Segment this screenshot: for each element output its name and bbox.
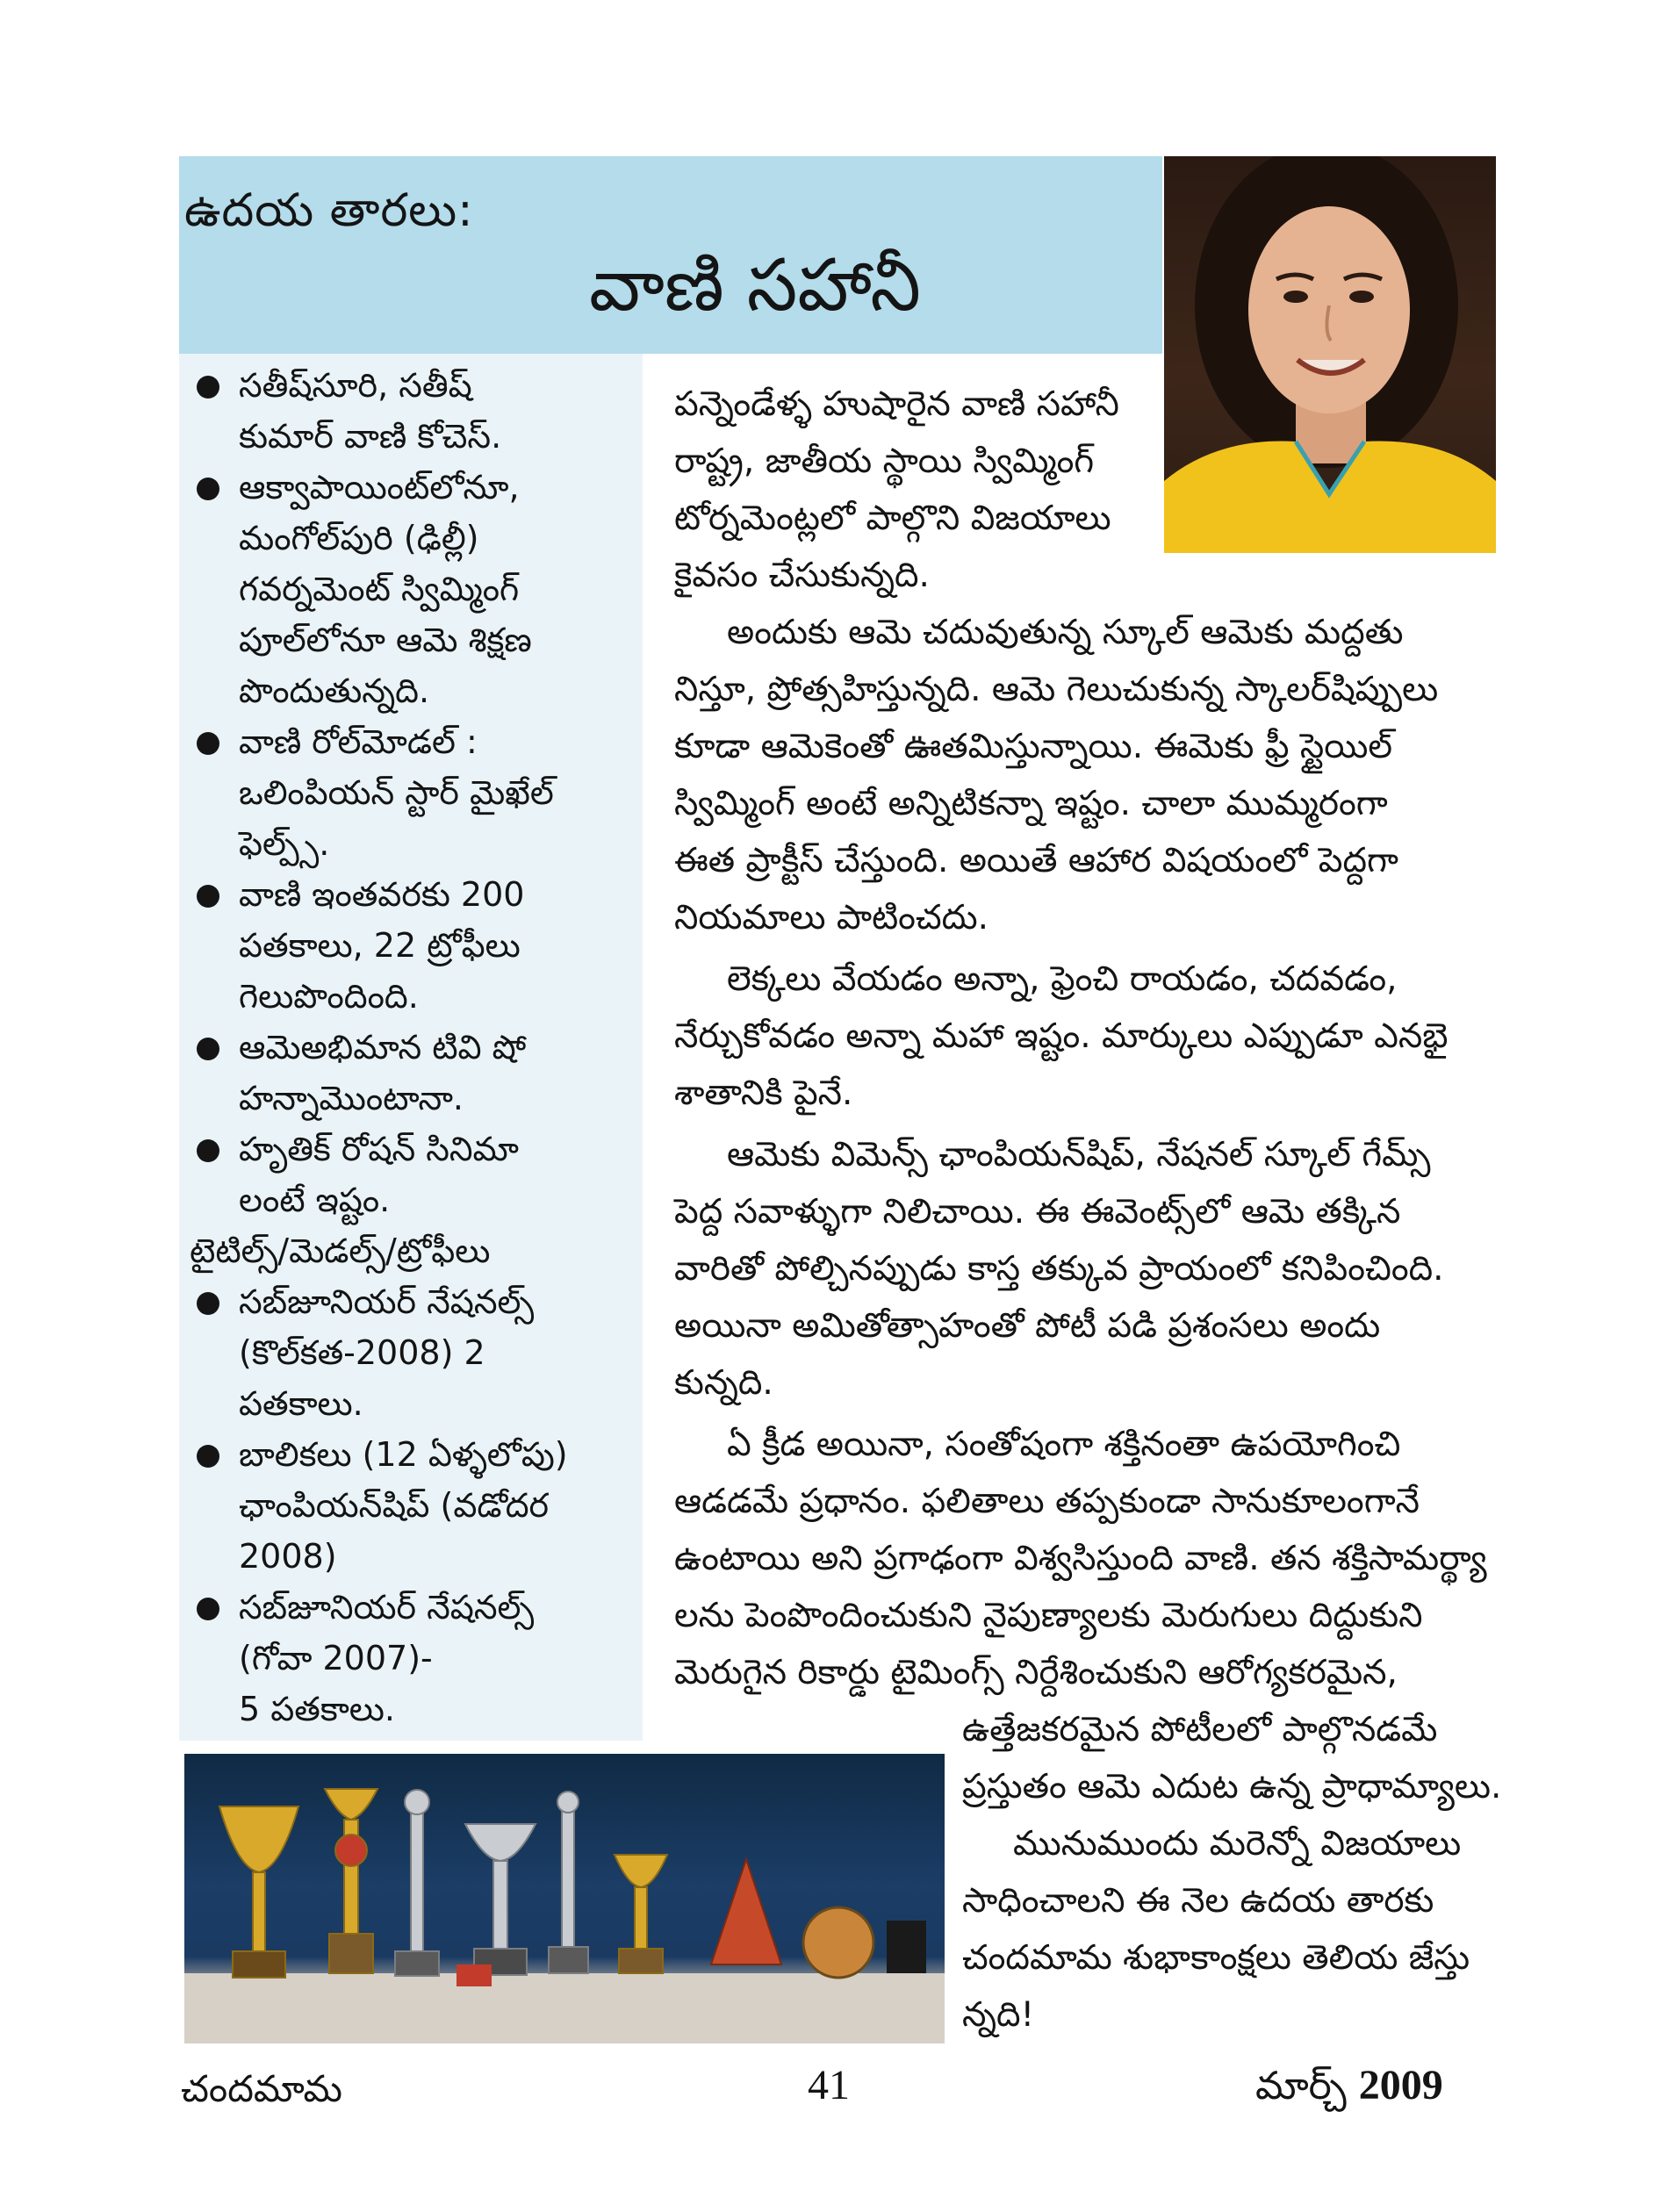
page-number: 41 xyxy=(808,2062,850,2108)
list-item-text: సబ్‌జూనియర్ నేషనల్స్ xyxy=(239,1588,535,1627)
article-line: లెక్కలు వేయడం అన్నా, ఫ్రెంచి రాయడం, చదవడం, xyxy=(727,959,1398,999)
bullet-icon xyxy=(197,732,219,755)
bullet-icon xyxy=(197,1292,219,1315)
sidebar-facts xyxy=(190,360,632,1734)
list-item xyxy=(193,1276,632,1429)
article-line: వారితో పోల్చినప్పుడు కాస్త తక్కువ ప్రాయంలో కనిపించింది. xyxy=(674,1249,1444,1289)
article-line: స్విమ్మింగ్ అంటే అన్నిటికన్నా ఇష్టం. చాలా ముమ్మరంగా xyxy=(674,784,1388,823)
list-item-text: గవర్నమెంట్ స్విమ్మింగ్ xyxy=(239,570,520,608)
bullet-icon xyxy=(197,885,219,908)
list-item-text: (కొల్‌కత-2008) 2 xyxy=(239,1333,485,1372)
article-line: ఆమెకు విమెన్స్ ఛాంపియన్‌షిప్, నేషనల్ స్కూల్ గేమ్స్ xyxy=(727,1135,1431,1174)
list-item-text: గెలుపొందింది. xyxy=(239,977,419,1016)
list-item-text: 5 పతకాలు. xyxy=(239,1690,395,1728)
article-line: ప్రస్తుతం ఆమె ఎదుట ఉన్న ప్రాధామ్యాలు. xyxy=(962,1767,1502,1806)
article-line: మునుముందు మరెన్నో విజయాలు xyxy=(1013,1824,1462,1864)
list-item-text: పతకాలు, 22 ట్రోఫీలు xyxy=(239,926,521,965)
portrait-illustration xyxy=(1164,156,1496,553)
list-item-text: కుమార్ వాణి కోచెస్. xyxy=(239,417,502,456)
list-item-text: ఛాంపియన్‌షిప్ (వడోదర xyxy=(239,1486,550,1525)
portrait-photo xyxy=(1164,156,1496,553)
list-item-text: పూల్‌లోనూ ఆమె శిక్షణ xyxy=(239,621,532,659)
titles-heading: టైటిల్స్/మెడల్స్/ట్రోఫీలు xyxy=(190,1232,491,1270)
article-line: ఆడడమే ప్రధానం. ఫలితాలు తప్పకుండా సానుకూలంగానే xyxy=(674,1482,1420,1521)
article-line: టోర్నమెంట్లలో పాల్గొని విజయాలు xyxy=(674,499,1111,538)
trophies-photo xyxy=(184,1754,945,2043)
article-line: చందమామ శుభాకాంక్షలు తెలియ జేస్తు xyxy=(962,1938,1470,1978)
bullet-icon xyxy=(197,1139,219,1162)
list-item-text: ఆక్వాపాయింట్‌లోనూ, xyxy=(239,468,520,506)
article-line: కూడా ఆమెకెంతో ఊతమిస్తున్నాయి. ఈమెకు ఫ్రీ స్టైయిల్ xyxy=(674,727,1393,766)
list-item-text: వాణి ఇంతవరకు 200 xyxy=(239,875,525,914)
article-line: ఉంటాయి అని ప్రగాఢంగా విశ్వసిస్తుంది వాణి. తన శక్తిసామర్థ్యా xyxy=(674,1539,1487,1578)
article-line: నేర్చుకోవడం అన్నా మహా ఇష్టం. మార్కులు ఎప్పుడూ ఎనభై xyxy=(674,1016,1449,1056)
article-line: రాష్ట్ర, జాతీయ స్థాయి స్విమ్మింగ్ xyxy=(674,442,1095,481)
list-item-text: సతీష్‌సూరి, సతీష్ xyxy=(239,366,472,405)
article-line: పన్నెండేళ్ళ హుషారైన వాణి సహానీ xyxy=(674,384,1119,424)
list-item xyxy=(193,1124,632,1225)
section-label: ఉదయ తారలు: xyxy=(184,184,474,237)
bullet-icon xyxy=(197,376,219,399)
list-item-text: ఫెల్ప్స్. xyxy=(239,824,330,863)
magazine-name: చందమామ xyxy=(181,2067,342,2110)
list-item-text: ఒలింపియన్ స్టార్ మైఖేల్ xyxy=(239,773,554,812)
list-item-text: (గోవా 2007)- xyxy=(239,1639,433,1677)
article-line: ఈత ప్రాక్టీస్ చేస్తుంది. అయితే ఆహార విషయంలో పెద్దగా xyxy=(674,841,1398,880)
list-item-text: ఆమెఅభిమాన టివి షో xyxy=(239,1028,527,1066)
issue-year: 2009 xyxy=(1358,2062,1443,2108)
list-item-text: 2008) xyxy=(239,1537,337,1576)
list-item-text: బాలికలు (12 ఏళ్ళలోపు) xyxy=(239,1435,568,1474)
list-item xyxy=(193,716,632,869)
list-item xyxy=(193,1429,632,1582)
article-line: న్నది! xyxy=(962,1995,1035,2035)
issue-date xyxy=(1255,2059,1443,2113)
list-item-text: హృతిక్ రోషన్ సినిమా xyxy=(239,1130,519,1168)
article-line: కైవసం చేసుకున్నది. xyxy=(674,556,930,595)
bullet-icon xyxy=(197,478,219,500)
list-item-text: హన్నామొంటానా. xyxy=(239,1079,464,1117)
issue-month: మార్చ్ xyxy=(1255,2064,1347,2108)
article-line: శాతానికి పైనే. xyxy=(674,1074,853,1113)
article-line: కున్నది. xyxy=(674,1363,773,1403)
trophies-illustration xyxy=(184,1754,945,2043)
article-line: పెద్ద సవాళ్ళుగా నిలిచాయి. ఈ ఈవెంట్స్‌లో ఆమె తక్కిన xyxy=(674,1192,1401,1232)
bullet-icon xyxy=(197,1038,219,1060)
list-item-text: పతకాలు. xyxy=(239,1384,363,1423)
list-item-text: లంటే ఇష్టం. xyxy=(239,1181,391,1219)
list-item-text: సబ్‌జూనియర్ నేషనల్స్ xyxy=(239,1282,535,1321)
list-item xyxy=(193,1022,632,1124)
list-item xyxy=(193,1582,632,1734)
article-line: సాధించాలని ఈ నెల ఉదయ తారకు xyxy=(962,1881,1434,1921)
article-line: మెరుగైన రికార్డు టైమింగ్స్ నిర్దేశించుకుని ఆరోగ్యకరమైన, xyxy=(674,1653,1398,1692)
article-line: లను పెంపొందించుకుని నైపుణ్యాలకు మెరుగులు దిద్దుకుని xyxy=(674,1596,1423,1635)
list-item xyxy=(193,869,632,1022)
article-line: అందుకు ఆమె చదువుతున్న స్కూల్ ఆమెకు మద్దతు xyxy=(727,613,1404,652)
article-line: అయినా అమితోత్సాహంతో పోటీ పడి ప్రశంసలు అందు xyxy=(674,1306,1381,1346)
list-item-text: మంగోల్‌పురి (ఢిల్లీ) xyxy=(239,519,479,557)
list-item-text: పొందుతున్నది. xyxy=(239,672,430,710)
bullet-icon xyxy=(197,1445,219,1468)
bullet-icon xyxy=(197,1598,219,1620)
list-item xyxy=(193,462,632,716)
article-line: నిస్తూ, ప్రోత్సహిస్తున్నది. ఆమె గెలుచుకున్న స్కాలర్‌షిప్పులు xyxy=(674,670,1439,709)
article-line: ఏ క్రీడ అయినా, సంతోషంగా శక్తినంతా ఉపయోగించి xyxy=(727,1425,1401,1464)
article-headline: వాణి సహానీ xyxy=(589,244,921,327)
article-line: నియమాలు పాటించదు. xyxy=(674,898,989,937)
list-item-text: వాణి రోల్‌మోడల్ : xyxy=(239,722,478,761)
article-line: ఉత్తేజకరమైన పోటీలలో పాల్గొనడమే xyxy=(962,1710,1438,1749)
list-item xyxy=(193,360,632,462)
